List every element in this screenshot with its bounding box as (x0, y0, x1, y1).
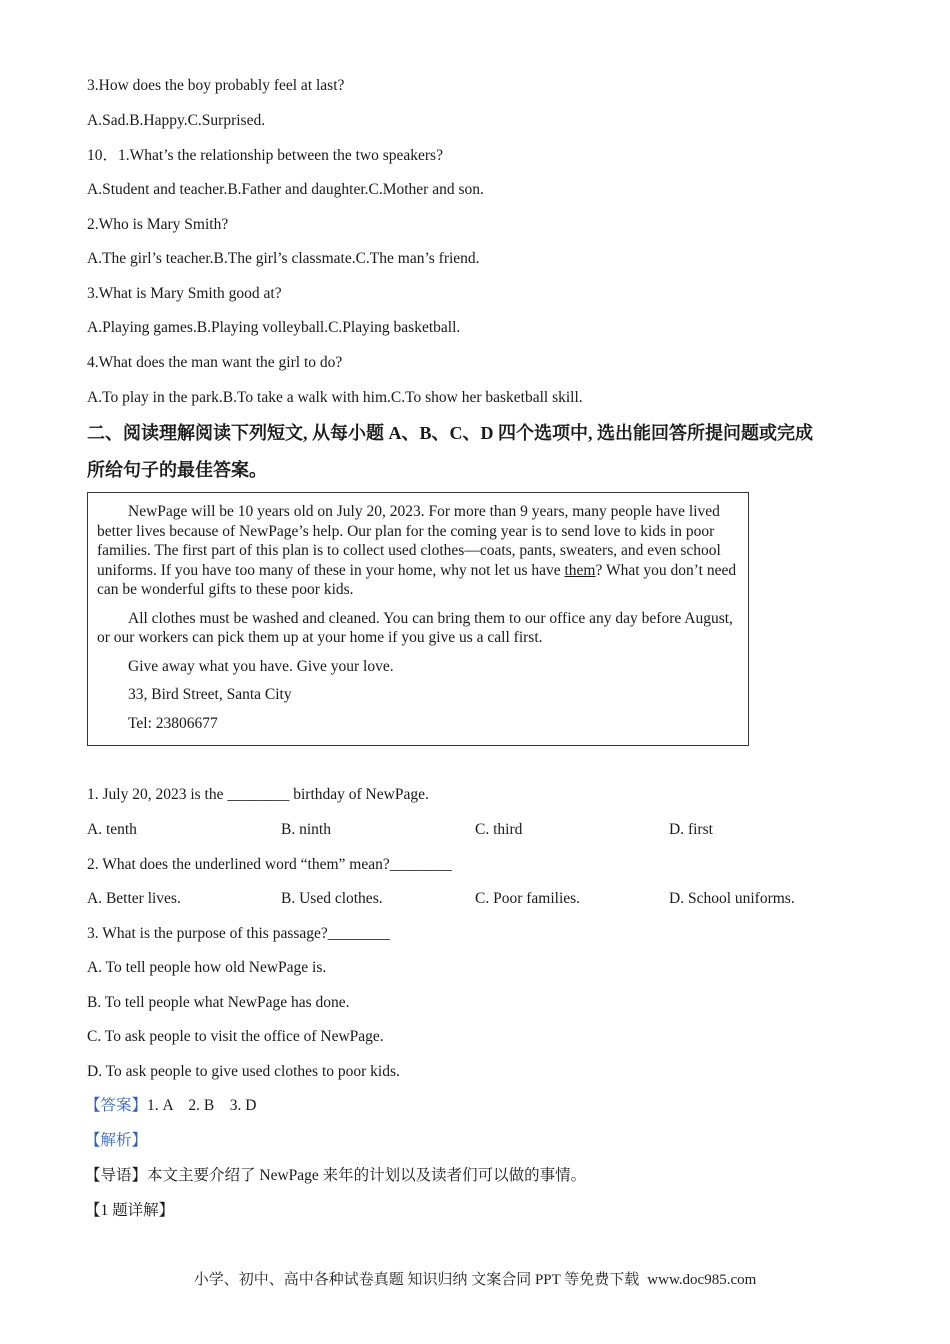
footer-text: 小学、初中、高中各种试卷真题 知识归纳 文案合同 PPT 等免费下载 (193, 1272, 640, 1288)
section-heading-line2: 所给句子的最佳答案。 (87, 460, 267, 480)
q2-option-d: D. School uniforms. (669, 890, 795, 907)
page-footer (0, 1270, 950, 1290)
q2-option-a: A. Better lives. (87, 890, 181, 907)
question-2: 2. What does the underlined word “them” mean?________ (87, 856, 452, 873)
passage-paragraph-1 (97, 502, 739, 600)
listening-question-10-1: 10．1.What’s the relationship between the two speakers? (87, 147, 443, 164)
passage-paragraph-2: All clothes must be washed and cleaned. You can bring them to our office any day before August, or our workers can pick them up at your home if you give us a call first. (97, 609, 733, 646)
listening-options-10-1: A.Student and teacher.B.Father and daughter.C.Mother and son. (87, 181, 484, 198)
underlined-word-them: them (564, 561, 596, 579)
listening-options-3: A.Sad.B.Happy.C.Surprised. (87, 112, 266, 129)
q1-option-b: B. ninth (281, 821, 331, 838)
answer-value: 1. A 2. B 3. D (147, 1097, 257, 1114)
passage-text: NewPage will be 10 years old on July 20, 2023. For more than 9 years, many people have lived better lives because of NewPage’s help. Our plan for the coming year is to send love to kids in poor families. The first part of this plan is to collect used clothes—coats, pants, sweaters, and even school uniforms. If you have too many of these in your home, why not let us have (97, 503, 721, 579)
reading-passage-box (87, 492, 749, 746)
q2-option-b: B. Used clothes. (281, 890, 383, 907)
guide-text: 【导语】本文主要介绍了 NewPage 来年的计划以及读者们可以做的事情。 (85, 1167, 587, 1184)
passage-address: 33, Bird Street, Santa City (128, 686, 292, 703)
q2-option-c: C. Poor families. (475, 890, 581, 907)
answer-line (85, 1096, 256, 1116)
listening-question-10-3: 3.What is Mary Smith good at? (87, 285, 282, 302)
q3-option-c: C. To ask people to visit the office of NewPage. (87, 1028, 384, 1045)
q1-option-d: D. first (669, 821, 713, 838)
q3-option-a: A. To tell people how old NewPage is. (87, 959, 327, 976)
listening-question-10-2: 2.Who is Mary Smith? (87, 216, 229, 233)
listening-question-3: 3.How does the boy probably feel at last? (87, 77, 345, 94)
analysis-label: 【解析】 (85, 1132, 148, 1149)
q3-option-d: D. To ask people to give used clothes to poor kids. (87, 1063, 400, 1080)
detail-label: 【1 题详解】 (85, 1202, 175, 1219)
footer-url[interactable]: www.doc985.com (647, 1272, 757, 1288)
section-heading-line1: 二、阅读理解阅读下列短文, 从每小题 A、B、C、D 四个选项中, 选出能回答所提问题或完成 (87, 423, 813, 443)
question-1: 1. July 20, 2023 is the ________ birthday of NewPage. (87, 786, 429, 803)
passage-tel: Tel: 23806677 (128, 714, 218, 732)
question-3: 3. What is the purpose of this passage?________ (87, 925, 390, 942)
q3-option-b: B. To tell people what NewPage has done. (87, 994, 350, 1011)
passage-text: ? What you don’t need can be wonderful gifts to these poor kids. (97, 561, 737, 598)
q1-option-c: C. third (475, 821, 523, 838)
listening-options-10-3: A.Playing games.B.Playing volleyball.C.Playing basketball. (87, 319, 461, 336)
listening-question-10-4: 4.What does the man want the girl to do? (87, 354, 343, 371)
listening-options-10-2: A.The girl’s teacher.B.The girl’s classmate.C.The man’s friend. (87, 250, 480, 267)
listening-options-10-4: A.To play in the park.B.To take a walk with him.C.To show her basketball skill. (87, 389, 583, 406)
q1-option-a: A. tenth (87, 821, 137, 838)
answer-label: 【答案】 (85, 1097, 148, 1114)
passage-slogan: Give away what you have. Give your love. (128, 657, 394, 675)
